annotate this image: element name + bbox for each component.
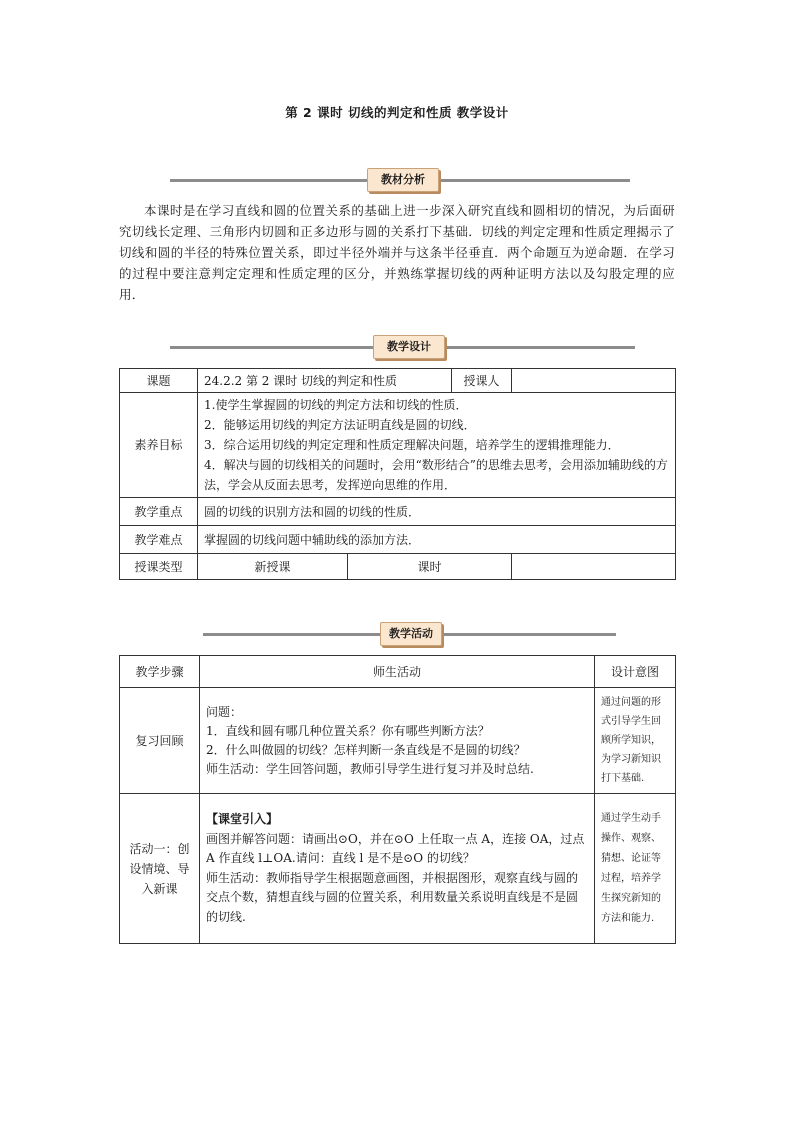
hours-label: 课时 [348,554,512,580]
difficulty-value: 掌握圆的切线问题中辅助线的添加方法． [198,526,676,554]
activity-table [119,655,676,944]
type-value: 新授课 [198,554,348,580]
goal-item: 1.使学生掌握圆的切线的判定方法和切线的性质． [204,398,468,412]
section-header-design [170,335,635,359]
intent-activity-one: 通过学生动手操作、观察、猜想、论证等过程，培养学生探究新知的方法和能力. [595,794,676,944]
key-value: 圆的切线的识别方法和圆的切线的性质． [198,498,676,526]
section-badge-analysis: 教材分析 [367,168,439,192]
header-activity: 师生活动 [200,656,595,688]
activity-line: 师生活动：教师指导学生根据题意画图，并根据图形，观察直线与圆的交点个数，猜想直线与圆的位置关系，利用数量关系说明直线是不是圆的切线. [206,870,579,924]
teacher-value [512,369,676,393]
goals-cell [198,393,676,498]
section-badge-activity: 教学活动 [380,622,442,646]
table-row [120,688,676,794]
activity-line: 问题： [206,704,243,719]
header-intent: 设计意图 [595,656,676,688]
difficulty-label: 教学难点 [120,526,198,554]
page-title: 第 2 课时 切线的判定和性质 教学设计 [285,105,509,120]
activity-line: 师生活动：学生回答问题，教师引导学生进行复习并及时总结. [206,761,534,776]
section-header-analysis [170,168,630,192]
goals-label: 素养目标 [120,393,198,498]
key-label: 教学重点 [120,498,198,526]
topic-value: 24.2.2 第 2 课时 切线的判定和性质 [198,369,452,393]
activity-review [200,688,595,794]
analysis-text: 本课时是在学习直线和圆的位置关系的基础上进一步深入研究直线和圆相切的情况，为后面研究切线长定理、三角形内切圆和正多边形与圆的关系打下基础．切线的判定定理和性质定理揭示了切线和圆的半径的特殊位置关系，即过半径外端并与这条半径垂直．两个命题互为逆命题．在学习的过程中要注意判定定理和性质定理的区分，并熟练掌握切线的两种证明方法以及勾股定理的应用． [119,203,675,302]
activity-line: 画图并解答问题：请画出⊙O，并在⊙O 上任取一点 A，连接 OA，过点 A 作直线 l⊥OA.请问：直线 l 是不是⊙O 的切线？ [206,831,585,865]
hours-value [512,554,676,580]
header-step: 教学步骤 [120,656,200,688]
table-row [120,794,676,944]
intent-review: 通过问题的形式引导学生回顾所学知识，为学习新知识打下基础. [595,688,676,794]
activity-line: 1．直线和圆有哪几种位置关系？你有哪些判断方法？ [206,723,490,738]
activity-intro [200,794,595,944]
step-activity-one: 活动一：创设情境、导入新课 [120,794,200,944]
activity-line: 2．什么叫做圆的切线？怎样判断一条直线是不是圆的切线？ [206,742,526,757]
section-badge-design: 教学设计 [373,335,445,359]
analysis-paragraph [119,200,675,305]
step-review: 复习回顾 [120,688,200,794]
teacher-label: 授课人 [452,369,512,393]
goal-item: 3．综合运用切线的判定定理和性质定理解决问题，培养学生的逻辑推理能力． [204,438,620,452]
topic-label: 课题 [120,369,198,393]
goal-item: 4．解决与圆的切线相关的问题时，会用“数形结合”的思维去思考，会用添加辅助线的方法，学会从反面去思考，发挥逆向思维的作用． [204,458,668,492]
activity-heading: 【课堂引入】 [206,812,279,826]
design-table [119,368,676,580]
goal-item: 2．能够运用切线的判定方法证明直线是圆的切线． [204,418,476,432]
type-label: 授课类型 [120,554,198,580]
section-header-activity [203,622,616,646]
